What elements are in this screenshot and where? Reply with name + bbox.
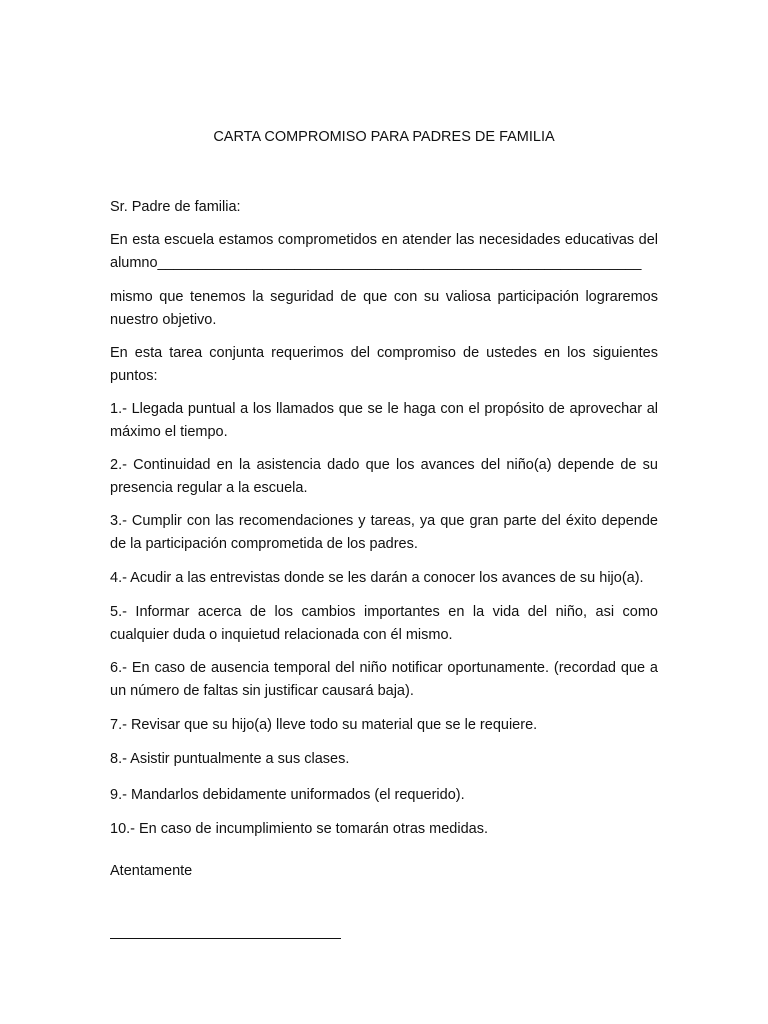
document-title: CARTA COMPROMISO PARA PADRES DE FAMILIA — [213, 129, 555, 145]
point-item: 8.- Asistir puntualmente a sus clases. — [110, 751, 350, 767]
point-item: 3.- Cumplir con las recomendaciones y tareas, ya que gran parte del éxito depende de la participación comprometida de los padres. — [110, 513, 658, 552]
point-item: 5.- Informar acerca de los cambios importantes en la vida del niño, asi como cualquier duda o inquietud relacionada con él mismo. — [110, 604, 658, 643]
intro-paragraph: En esta escuela estamos comprometidos en atender las necesidades educativas del alumno____________________________________________________________ — [110, 232, 658, 271]
point-item: 1.- Llegada puntual a los llamados que se le haga con el propósito de aprovechar al máximo el tiempo. — [110, 401, 658, 440]
point-item: 2.- Continuidad en la asistencia dado que los avances del niño(a) depende de su presencia regular a la escuela. — [110, 457, 658, 496]
point-item: 7.- Revisar que su hijo(a) lleve todo su material que se le requiere. — [110, 717, 538, 733]
point-item: 9.- Mandarlos debidamente uniformados (el requerido). — [110, 787, 465, 803]
point-item: 4.- Acudir a las entrevistas donde se les darán a conocer los avances de su hijo(a). — [110, 570, 644, 586]
paragraph-participation: mismo que tenemos la seguridad de que con su valiosa participación lograremos nuestro objetivo. — [110, 289, 658, 328]
greeting: Sr. Padre de familia: — [110, 199, 241, 215]
signature-line — [110, 938, 341, 939]
closing: Atentamente — [110, 863, 193, 879]
paragraph-commitment: En esta tarea conjunta requerimos del compromiso de ustedes en los siguientes puntos: — [110, 345, 658, 384]
point-item: 10.- En caso de incumplimiento se tomarán otras medidas. — [110, 821, 488, 837]
point-item: 6.- En caso de ausencia temporal del niño notificar oportunamente. (recordad que a un número de faltas sin justificar causará baja). — [110, 660, 658, 699]
